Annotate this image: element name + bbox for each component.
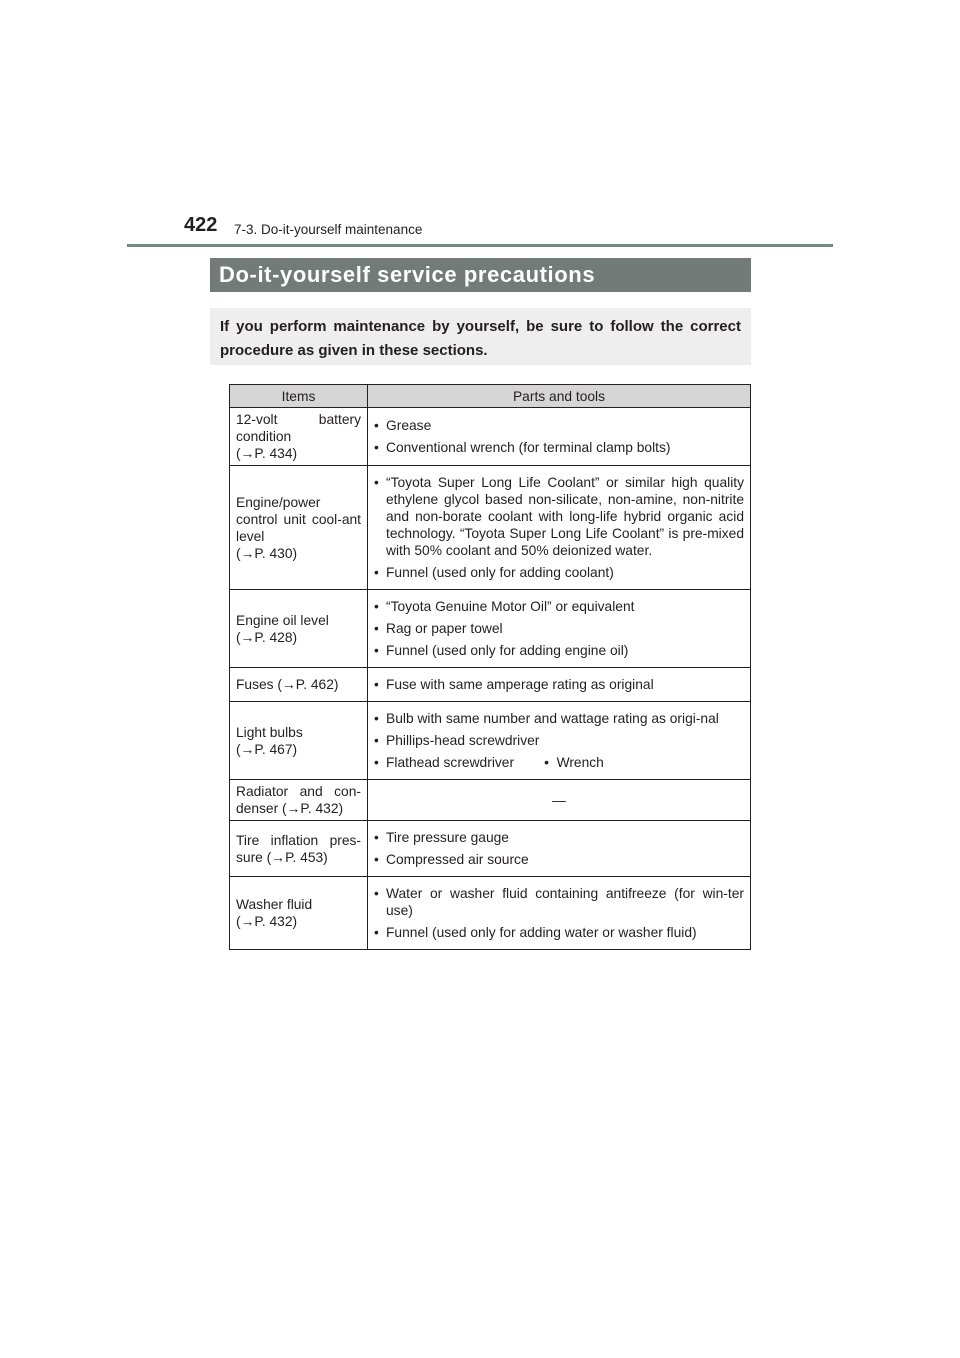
item-label: Radiator and con-denser (→P. 432) (236, 784, 361, 816)
table-row (230, 590, 751, 668)
table-row (230, 821, 751, 877)
tools-cell (368, 466, 751, 590)
item-cell (230, 702, 368, 780)
page-reference: (→P. 432) (236, 914, 298, 929)
page-reference: (→P. 428) (236, 629, 298, 645)
tool-item: • Conventional wrench (for terminal clamp bolts) (374, 439, 744, 456)
header-divider (127, 244, 833, 247)
item-cell (230, 668, 368, 702)
item-cell (230, 821, 368, 877)
tool-item: • Bulb with same number and wattage rating as origi-nal (374, 710, 744, 727)
item-cell (230, 408, 368, 466)
empty-dash: — (552, 792, 566, 808)
item-cell (230, 466, 368, 590)
item-cell (230, 590, 368, 668)
item-label: Fuses (→P. 462) (236, 677, 339, 692)
tools-cell (368, 821, 751, 877)
item-label: Engine/power control unit cool-ant level (236, 494, 361, 544)
tool-item: • “Toyota Super Long Life Coolant” or similar high quality ethylene glycol based non-silicate, non-amine, non-nitrite and non-borate coolant with long-life hybrid organic acid technology. “Toyota Super Long Life Coolant” is pre-mixed with 50% coolant and 50% deionized water. (374, 474, 744, 559)
tools-cell (368, 780, 751, 821)
item-cell (230, 877, 368, 950)
section-title: Do-it-yourself service precautions (219, 262, 596, 287)
tool-item: • Fuse with same amperage rating as original (374, 676, 744, 693)
tool-item-pair: • Flathead screwdriver • Wrench (374, 754, 744, 771)
section-label: 7-3. Do-it-yourself maintenance (234, 222, 423, 237)
tool-item: • Funnel (used only for adding engine oil) (374, 642, 744, 659)
page-reference: (→P. 430) (236, 545, 298, 561)
tool-item: • Water or washer fluid containing antifreeze (for win-ter use) (374, 885, 744, 919)
tool-item: • Phillips-head screwdriver (374, 732, 744, 749)
tools-cell (368, 590, 751, 668)
column-header-parts-and-tools: Parts and tools (368, 385, 751, 408)
page-number: 422 (184, 214, 218, 236)
tools-cell (368, 668, 751, 702)
item-label: Light bulbs (236, 724, 303, 740)
tool-item: Flathead screwdriver (386, 755, 515, 770)
item-label: Tire inflation pres-sure (→P. 453) (236, 832, 361, 865)
tool-item: • Funnel (used only for adding water or washer fluid) (374, 924, 744, 941)
table-row (230, 408, 751, 466)
tool-item: • Tire pressure gauge (374, 829, 744, 846)
table-row (230, 877, 751, 950)
tools-cell (368, 877, 751, 950)
tool-item: • Rag or paper towel (374, 620, 744, 637)
item-cell (230, 780, 368, 821)
page-reference: (→P. 467) (236, 741, 298, 757)
tool-item: • Grease (374, 417, 744, 434)
parts-and-tools-table (229, 384, 751, 950)
table-row (230, 668, 751, 702)
section-title-bar (210, 258, 751, 292)
table-header-row (230, 385, 751, 408)
page-reference: (→P. 434) (236, 446, 298, 461)
table-row (230, 780, 751, 821)
tools-cell (368, 702, 751, 780)
tool-item: Wrench (556, 755, 604, 770)
table-row (230, 466, 751, 590)
item-label: Washer fluid (236, 897, 313, 912)
item-label: Engine oil level (236, 612, 329, 628)
tool-item: • “Toyota Genuine Motor Oil” or equivalent (374, 598, 744, 615)
column-header-items: Items (230, 385, 368, 408)
tools-cell (368, 408, 751, 466)
intro-box: If you perform maintenance by yourself, be sure to follow the correct procedure as given in these sections. (210, 308, 751, 365)
tool-item: • Compressed air source (374, 851, 744, 868)
item-label: 12-volt battery condition (236, 412, 361, 444)
tool-item: • Funnel (used only for adding coolant) (374, 564, 744, 581)
table-row (230, 702, 751, 780)
